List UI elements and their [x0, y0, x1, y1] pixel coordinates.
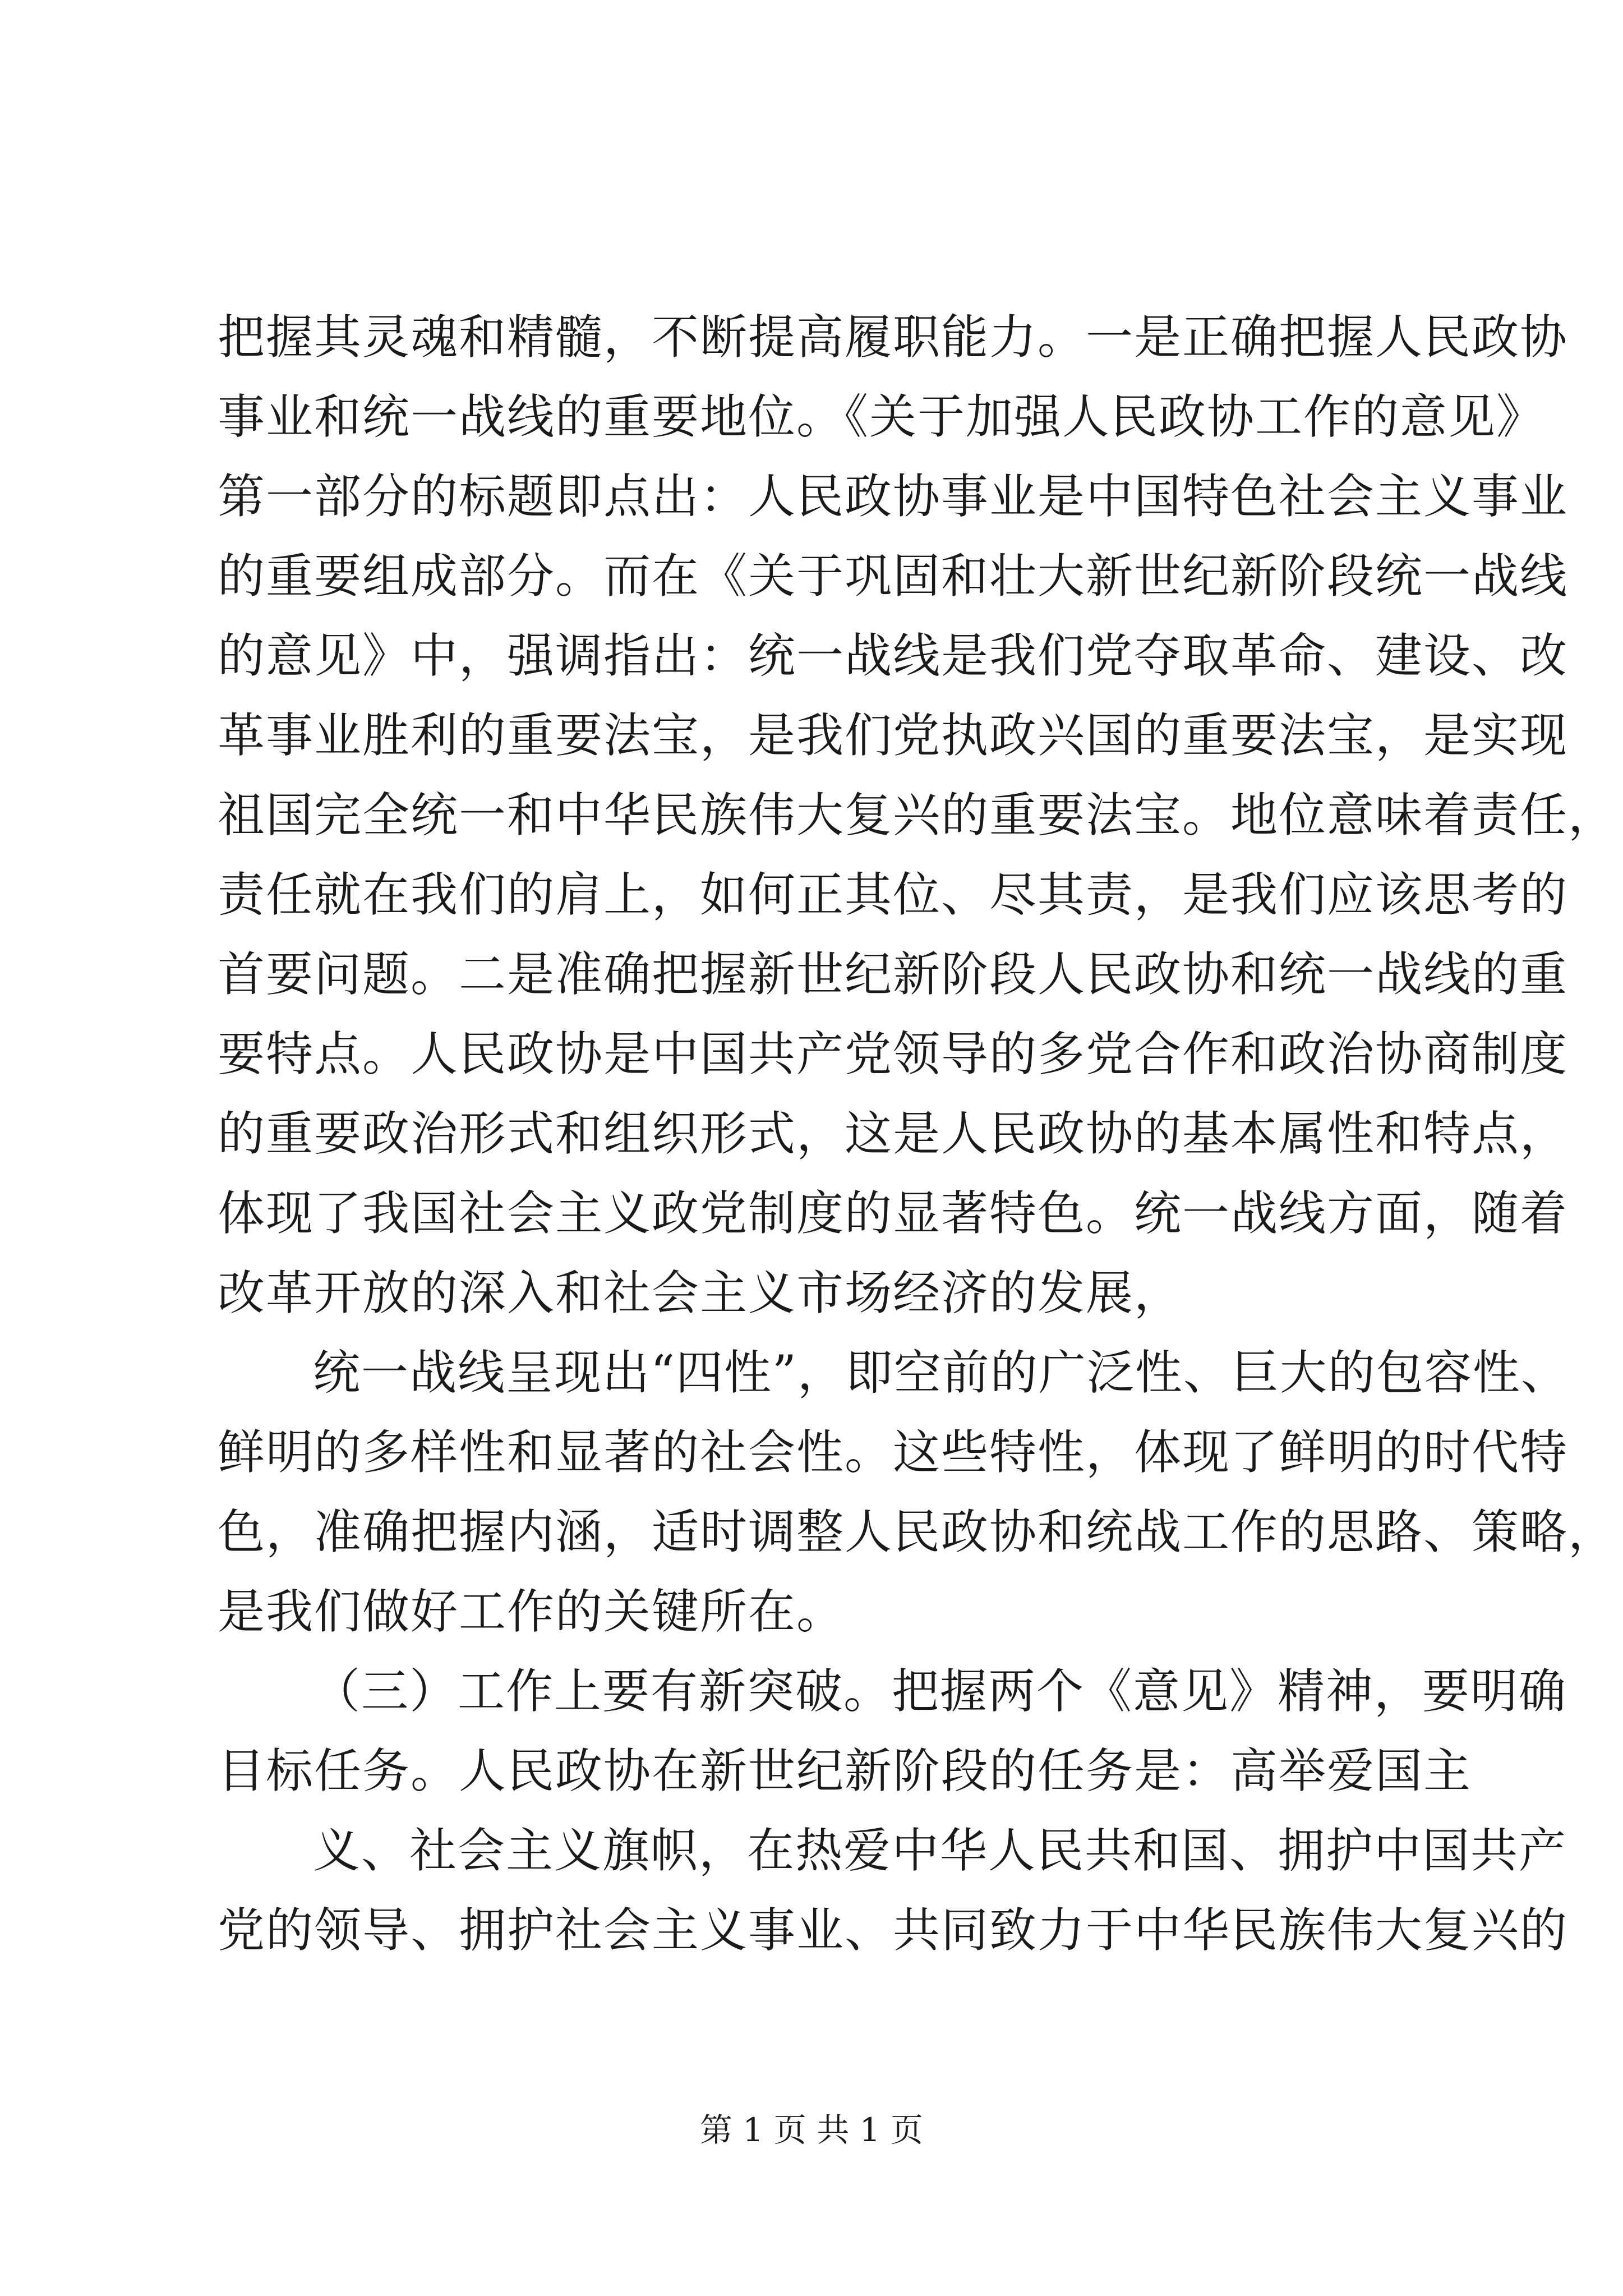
text-line: 党的领导、拥护社会主义事业、共同致力于中华民族伟大复兴的	[218, 1903, 1569, 1958]
text-line: 改革开放的深入和社会主义市场经济的发展，	[218, 1266, 1183, 1320]
text-line: 革事业胜利的重要法宝，是我们党执政兴国的重要法宝，是实现	[218, 708, 1569, 763]
page-footer	[0, 2110, 1623, 2150]
paragraph-start-line: （三）工作上要有新突破。把握两个《意见》精神，要明确	[313, 1664, 1567, 1719]
paragraph-start-line: 统一战线呈现出“四性”，即空前的广泛性、巨大的包容性、	[313, 1345, 1569, 1400]
text-line: 的重要组成部分。而在《关于巩固和壮大新世纪新阶段统一战线	[218, 549, 1569, 604]
document-body	[218, 297, 1617, 1970]
text-line: 的重要政治形式和组织形式，这是人民政协的基本属性和特点，	[218, 1106, 1569, 1161]
text-line: 事业和统一战线的重要地位。《关于加强人民政协工作的意见》	[218, 389, 1545, 444]
text-line: 鲜明的多样性和显著的社会性。这些特性，体现了鲜明的时代特	[218, 1425, 1569, 1480]
text-line: 把握其灵魂和精髓，不断提高履职能力。一是正确把握人民政协	[218, 310, 1569, 365]
paragraph-start-line: 义、社会主义旗帜，在热爱中华人民共和国、拥护中国共产	[313, 1823, 1567, 1878]
text-line: 第一部分的标题即点出：人民政协事业是中国特色社会主义事业	[218, 469, 1569, 524]
text-line: 祖国完全统一和中华民族伟大复兴的重要法宝。地位意味着责任，	[218, 788, 1617, 843]
text-line: 要特点。人民政协是中国共产党领导的多党合作和政治协商制度	[218, 1027, 1569, 1082]
text-line: 责任就在我们的肩上，如何正其位、尽其责，是我们应该思考的	[218, 867, 1569, 922]
text-line: 目标任务。人民政协在新世纪新阶段的任务是：高举爱国主	[218, 1743, 1472, 1798]
text-line: 的意见》中，强调指出：统一战线是我们党夺取革命、建设、改	[218, 628, 1569, 683]
text-line: 色，准确把握内涵，适时调整人民政协和统战工作的思路、策略，	[218, 1504, 1617, 1559]
text-line: 体现了我国社会主义政党制度的显著特色。统一战线方面，随着	[218, 1186, 1569, 1241]
text-line: 是我们做好工作的关键所在。	[218, 1584, 845, 1639]
page-number-label: 第 1 页 共 1 页	[700, 2111, 923, 2149]
text-line: 首要问题。二是准确把握新世纪新阶段人民政协和统一战线的重	[218, 947, 1569, 1002]
